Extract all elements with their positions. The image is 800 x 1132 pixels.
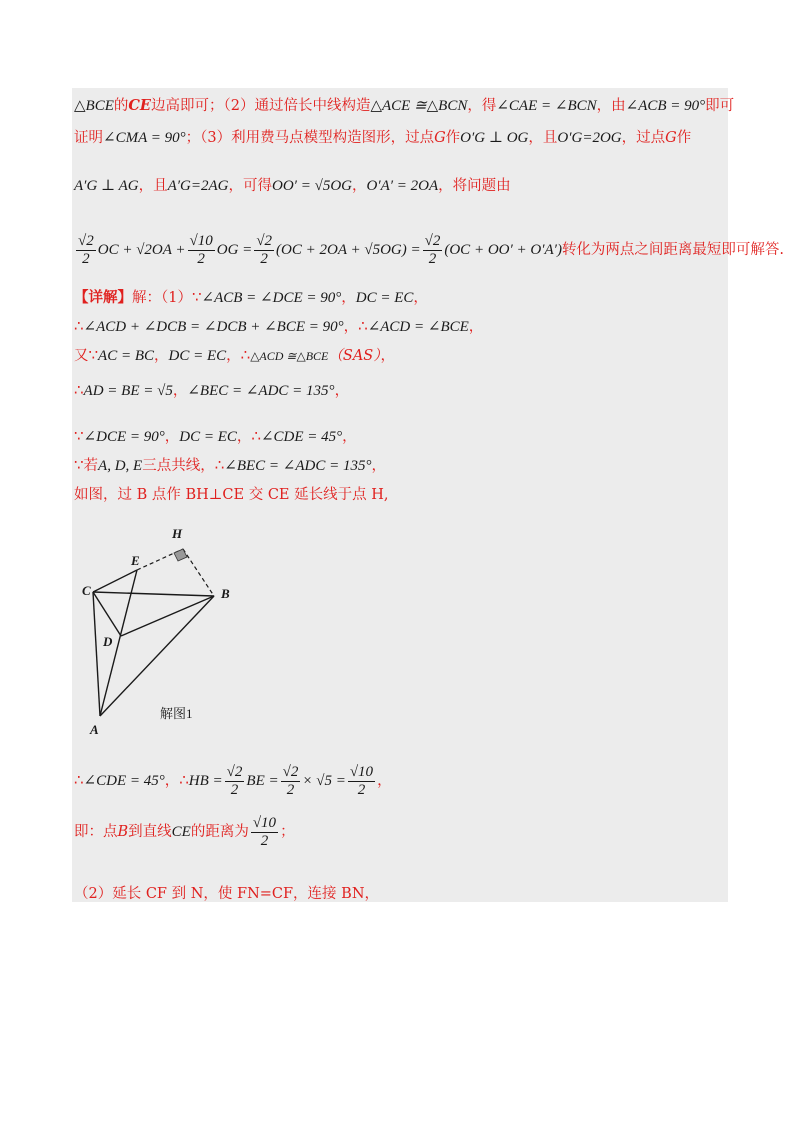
detail-heading: 【详解】	[74, 289, 132, 306]
label-H: H	[172, 526, 183, 541]
text-line-7: 又∵AC = BC，DC = EC，∴△ACD ≅△BCE（SAS），	[74, 346, 395, 364]
text-line-5: 【详解】解：（1）∵∠ACB = ∠DCE = 90°，DC = EC，	[74, 288, 428, 306]
text-line-10: ∵若A, D, E三点共线，∴∠BEC = ∠ADC = 135°，	[74, 456, 386, 474]
text-line-2: 证明∠CMA = 90°；（3）利用费马点模型构造图形，过点G作O′G ⊥ OG，且O′G=2OG，过点G作	[74, 130, 692, 146]
math-congruence: △ACE ≅△BCN	[370, 98, 468, 114]
text-line-6: ∴∠ACD + ∠DCB = ∠DCB + ∠BCE = 90°，∴∠ACD = ∠BCE，	[74, 317, 484, 335]
text-line-12: ∴∠CDE = 45°，∴HB = $\frac{√2}{2}$ BE = $\frac{√2}{2}$ × √5 = $\frac{√10}{2}$ ，	[74, 763, 392, 798]
figure-caption: 解图1	[160, 706, 193, 721]
text-line-9: ∵∠DCE = 90°，DC = EC，∴∠CDE = 45°，	[74, 427, 357, 445]
math-tri-bce: △BCE	[74, 98, 114, 114]
label-B: B	[221, 586, 230, 601]
text-line-3: A′G ⊥ AG，且A′G=2AG，可得OO′ = √5OG，O′A′ = 2OA，将问题由	[74, 178, 511, 194]
text-line-8: ∴AD = BE = √5，∠BEC = ∠ADC = 135°，	[74, 381, 350, 399]
label-C: C	[82, 583, 91, 598]
text-line-4: $\frac{√2}{2}$ OC + √2OA + $\frac{√10}{2}$ OG = $\frac{√2}{2}$ (OC + 2OA + √5OG) = $\frac{√2}{2}$ (OC + OO′ + O′A′)转化为两点之间距离最短即可解答.	[78, 232, 785, 267]
text-line-13: 即：点B到直线CE的距离为 $\frac{√10}{2}$ ；	[74, 814, 295, 849]
text-line-1: △BCE的CE边高即可；（2）通过倍长中线构造△ACE ≅△BCN，得∠CAE = ∠BCN，由∠ACB = 90°即可	[74, 97, 735, 114]
geometry-figure	[74, 520, 254, 745]
text-line-14: （2）延长 CF 到 N，使 FN=CF，连接 BN，	[74, 886, 380, 902]
text-line-11: 如图，过 B 点作 BH⊥CE 交 CE 延长线于点 H,	[74, 487, 389, 503]
label-D: D	[103, 634, 113, 649]
label-E: E	[131, 553, 140, 568]
label-A: A	[90, 722, 99, 737]
